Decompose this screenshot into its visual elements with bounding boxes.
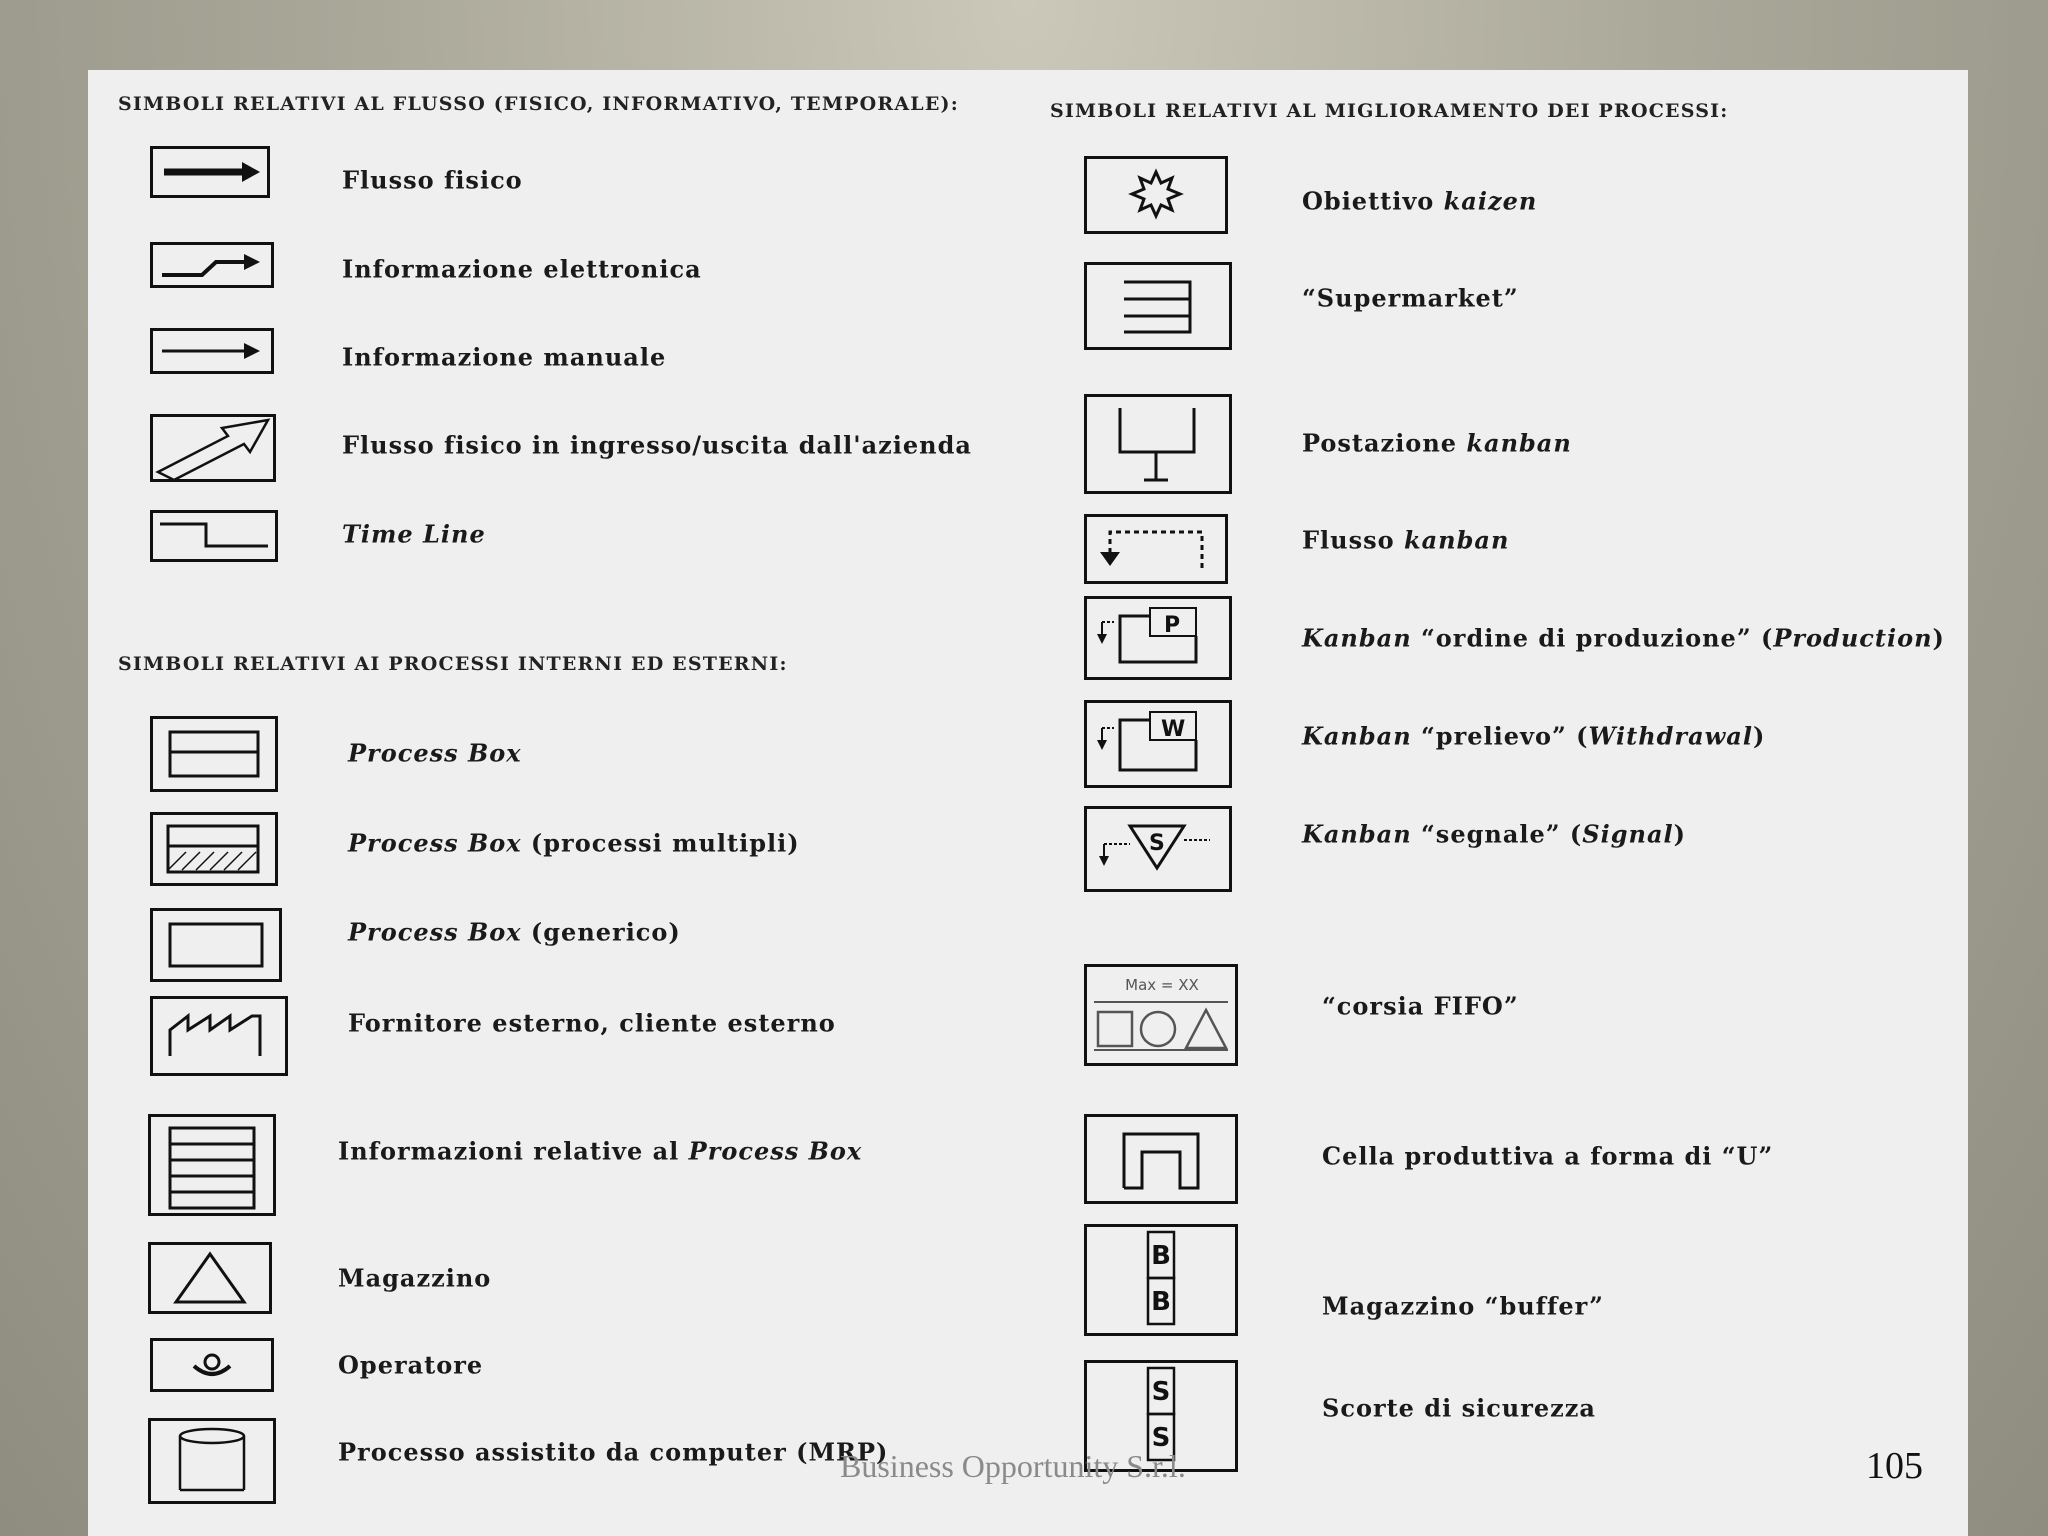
kanban-flow-icon xyxy=(1084,514,1228,584)
label-process-box-generic: Process Box (generico) xyxy=(348,917,681,947)
kanban-post-icon xyxy=(1084,394,1232,494)
label-processo-computer: Processo assistito da computer (MRP) xyxy=(338,1437,889,1467)
label-process-box: Process Box xyxy=(348,738,522,768)
label-flusso-ingresso-uscita: Flusso fisico in ingresso/uscita dall'azienda xyxy=(342,430,972,460)
cylinder-icon xyxy=(148,1418,276,1504)
withdrawal-kanban-icon xyxy=(1084,700,1232,788)
fifo-max-text: Max = XX xyxy=(1125,976,1199,994)
zigzag-arrow-icon xyxy=(150,242,274,288)
label-informazioni-process-box: Informazioni relative al Process Box xyxy=(338,1136,863,1166)
process-box-generic-icon xyxy=(150,908,282,982)
label-operatore: Operatore xyxy=(338,1350,484,1380)
label-obiettivo-kaizen: Obiettivo kaizen xyxy=(1302,186,1538,216)
operator-icon xyxy=(150,1338,274,1392)
label-flusso-kanban: Flusso kanban xyxy=(1302,525,1510,555)
slide-panel xyxy=(88,70,1968,1536)
label-fornitore-cliente: Fornitore esterno, cliente esterno xyxy=(348,1008,836,1038)
buffer-icon xyxy=(1084,1224,1238,1336)
triangle-icon xyxy=(148,1242,272,1314)
withdrawal-kanban-letter: W xyxy=(1161,717,1186,742)
process-box-multiple-icon xyxy=(150,812,278,886)
production-kanban-icon xyxy=(1084,596,1232,680)
signal-kanban-letter: S xyxy=(1149,831,1165,856)
label-kanban-produzione: Kanban “ordine di produzione” (Production) xyxy=(1302,623,1945,653)
footer-brand: Business Opportunity S.r.l. xyxy=(840,1448,1186,1484)
page-number: 105 xyxy=(1866,1445,1923,1487)
label-magazzino: Magazzino xyxy=(338,1263,492,1293)
fifo-lane-icon xyxy=(1084,964,1238,1066)
production-kanban-letter: P xyxy=(1164,613,1181,638)
u-cell-icon xyxy=(1084,1114,1238,1204)
kaizen-burst-icon xyxy=(1084,156,1228,234)
factory-icon xyxy=(150,996,288,1076)
signal-kanban-icon xyxy=(1084,806,1232,892)
label-scorte-sicurezza: Scorte di sicurezza xyxy=(1322,1393,1596,1423)
label-supermarket: “Supermarket” xyxy=(1302,283,1519,313)
label-magazzino-buffer: Magazzino “buffer” xyxy=(1322,1291,1604,1321)
label-corsia-fifo: “corsia FIFO” xyxy=(1322,991,1519,1021)
timeline-icon xyxy=(150,510,278,562)
label-cella-u: Cella produttiva a forma di “U” xyxy=(1322,1141,1774,1171)
buffer-letter-bottom: B xyxy=(1151,1287,1171,1317)
label-postazione-kanban: Postazione kanban xyxy=(1302,428,1572,458)
buffer-letter-top: B xyxy=(1151,1241,1171,1271)
safety-letter-bottom: S xyxy=(1151,1423,1171,1453)
data-box-icon xyxy=(148,1114,276,1216)
label-process-box-multiple: Process Box (processi multipli) xyxy=(348,828,800,858)
label-flusso-fisico: Flusso fisico xyxy=(342,165,523,195)
label-kanban-prelievo: Kanban “prelievo” (Withdrawal) xyxy=(1302,721,1766,751)
diagonal-arrow-icon xyxy=(150,414,276,482)
label-informazione-elettronica: Informazione elettronica xyxy=(342,254,702,284)
arrow-icon xyxy=(150,328,274,374)
label-time-line: Time Line xyxy=(342,519,486,549)
label-informazione-manuale: Informazione manuale xyxy=(342,342,667,372)
safety-letter-top: S xyxy=(1151,1377,1171,1407)
supermarket-icon xyxy=(1084,262,1232,350)
section-title-processes: SIMBOLI RELATIVI AI PROCESSI INTERNI ED ESTERNI: xyxy=(118,653,788,675)
section-title-improvement: SIMBOLI RELATIVI AL MIGLIORAMENTO DEI PROCESSI: xyxy=(1050,100,1729,122)
label-kanban-segnale: Kanban “segnale” (Signal) xyxy=(1302,819,1686,849)
process-box-icon xyxy=(150,716,278,792)
thick-arrow-icon xyxy=(150,146,270,198)
section-title-flow: SIMBOLI RELATIVI AL FLUSSO (FISICO, INFORMATIVO, TEMPORALE): xyxy=(118,93,959,115)
